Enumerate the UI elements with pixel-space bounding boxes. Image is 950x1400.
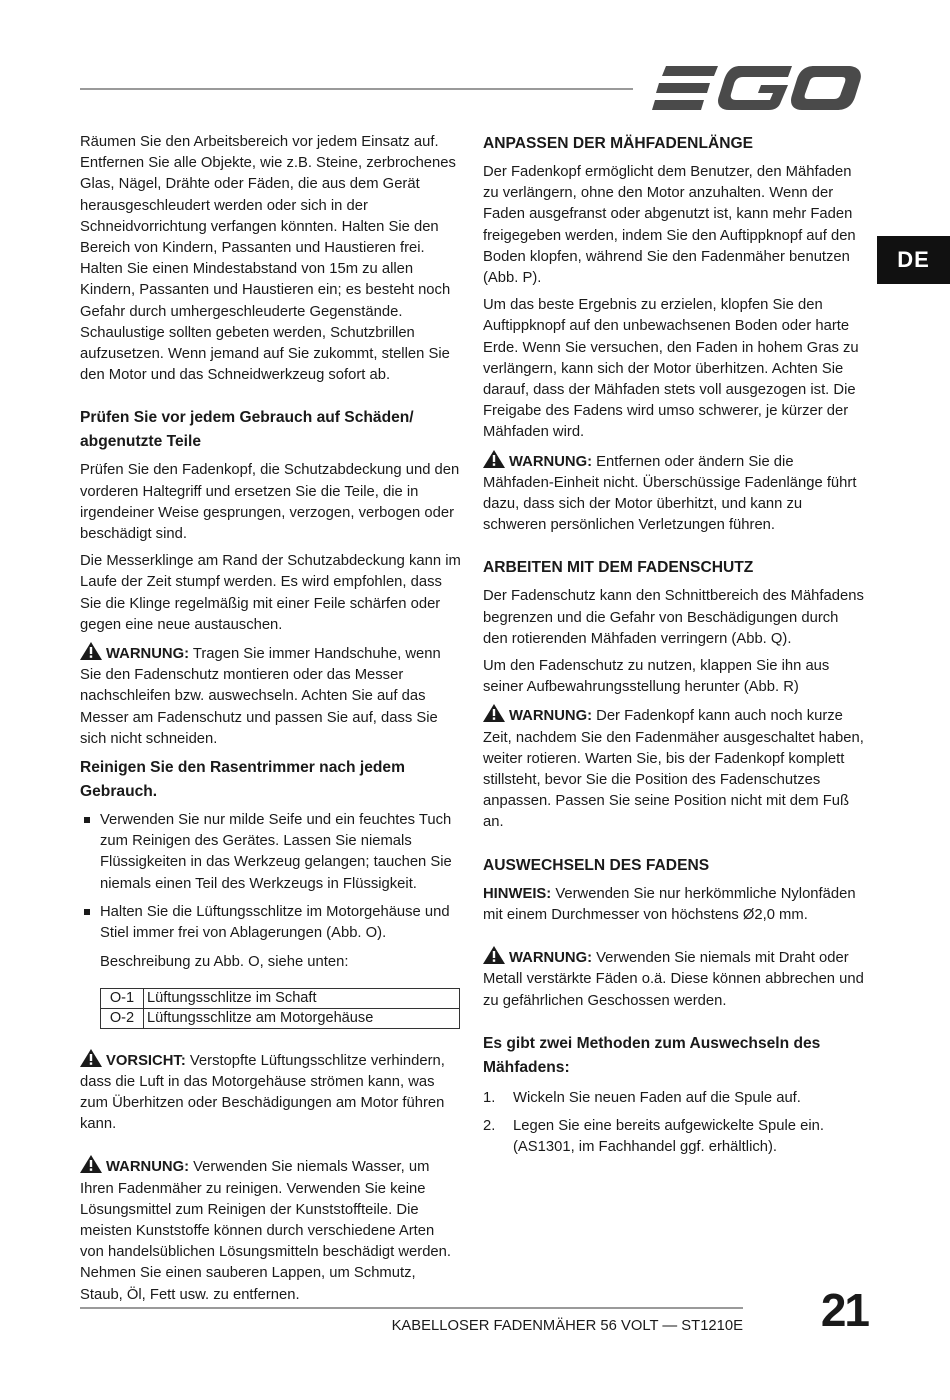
guard-heading: ARBEITEN MIT DEM FADENSCHUTZ [483, 559, 754, 577]
warning-icon [483, 704, 505, 722]
part-code: O-1 [101, 988, 144, 1008]
warning-text: Tragen Sie immer Handschuhe, wenn Sie den Fadenschutz montieren oder das Messer nachschleifen bzw. auswechseln. Achten Sie auf das Messer am Fadenschutz und passen Sie auf, dass Sie sich nicht schneiden. [80, 646, 441, 747]
language-tab[interactable]: DE [877, 236, 950, 284]
warning-label: WARNUNG: [509, 950, 593, 967]
parts-table [100, 988, 460, 1029]
adjust-paragraph-2: Um das beste Ergebnis zu erzielen, klopfen Sie den Auftippknopf auf den unbewachsenen Boden oder harte Erde. Wenn Sie versuchen, den Faden in hohem Gras zu verlängern, kann sich der Motor überhitzen. Achten Sie darauf, dass der Mähfaden stets voll ausgezogen ist. Die Freigabe des Fadens wird umso schwerer, je kürzer der Mähfaden wird. [483, 297, 859, 441]
adjust-heading: ANPASSEN DER MÄHFADENLÄNGE [483, 135, 754, 152]
figure-caption: Beschreibung zu Abb. O, siehe unten: [100, 954, 349, 971]
warning-icon [80, 642, 102, 660]
warning-wire [483, 946, 865, 1012]
ego-logo [652, 64, 862, 112]
page-number: 21 [820, 1284, 868, 1336]
right-column [483, 132, 865, 1165]
warning-text: Entfernen oder ändern Sie die Mähfaden-Einheit nicht. Überschüssige Fadenlänge führt dazu, dass sich der Motor überhitzt, und kann zu schweren persönlichen Verletzungen führen. [483, 453, 857, 534]
guard-paragraph-1: Der Fadenschutz kann den Schnittbereich des Mähfadens begrenzen und die Gefahr von Beschädigungen durch den rotierenden Mähfaden verringern (Abb. Q). [483, 588, 864, 647]
warning-label: WARNUNG: [106, 646, 190, 663]
warning-label: WARNUNG: [509, 708, 593, 725]
caution-vents [80, 1049, 462, 1136]
warning-text: Verwenden Sie niemals mit Draht oder Metall verstärkte Fäden o.ä. Diese können abbrechen und zu gefährlichen Geschossen werden. [483, 950, 864, 1009]
warning-icon [483, 946, 505, 964]
list-item: Halten Sie die Lüftungsschlitze im Motorgehäuse und Stiel immer frei von Ablagerungen (Abb. O). [80, 902, 462, 944]
warning-text: Der Fadenkopf kann auch noch kurze Zeit, nachdem Sie den Fadenmäher ausgeschaltet haben, weiter rotieren. Warten Sie, bis der Fadenkopf komplett stillsteht, bevor Sie die Position des Fadenschutzes anpassen. Passen Sie seine Position nicht mit dem Fuß an. [483, 708, 864, 831]
step-text: Legen Sie eine bereits aufgewickelte Spule ein. (AS1301, im Fachhandel ggf. erhältlich). [513, 1117, 824, 1156]
adjust-paragraph-1: Der Fadenkopf ermöglicht dem Benutzer, den Mähfaden zu verlängern, ohne den Motor anzuhalten. Wenn der Faden ausgefranst oder abgenutzt ist, kann mehr Faden freigegeben werden, indem Sie den Auftippknopf auf den Boden klopfen, während Sie den Fadenmäher benutzen (Abb. P). [483, 164, 856, 287]
check-heading: Prüfen Sie vor jedem Gebrauch auf Schäden/ abgenutzte Teile [80, 409, 414, 451]
warning-label: WARNUNG: [106, 1159, 190, 1176]
cleaning-list [80, 810, 462, 944]
footer-rule [80, 1307, 743, 1309]
warning-line-unit [483, 450, 865, 537]
check-paragraph-2: Die Messerklinge am Rand der Schutzabdeckung kann im Laufe der Zeit stumpf werden. Es wird empfohlen, dass Sie die Klinge regelmäßig mit einer Feile schärfen oder gegen eine neue austauschen. [80, 553, 461, 633]
list-item: Verwenden Sie nur milde Seife und ein feuchtes Tuch zum Reinigen des Gerätes. Lassen Sie niemals Flüssigkeiten in das Werkzeug gelangen; tauchen Sie niemals einen Teil des Werkzeugs in Flüssigkeit. [80, 810, 462, 895]
check-paragraph-1: Prüfen Sie den Fadenkopf, die Schutzabdeckung und den vorderen Haltegriff und ersetzen Sie die Teile, die in irgendeiner Weise gesprungen, verzogen, verbogen oder beschädigt sind. [80, 462, 460, 543]
clean-heading: Reinigen Sie den Rasentrimmer nach jedem Gebrauch. [80, 759, 405, 801]
intro-paragraph: Räumen Sie den Arbeitsbereich vor jedem Einsatz auf. Entfernen Sie alle Objekte, wie z.B. Steine, zerbrochenes Glas, Nägel, Drähte oder Fäden, die aus dem Gerät herausgeschleudert werden oder sich in der Schneidvorrichtung verfangen könnten. Halten Sie den Bereich von Kindern, Passanten und Haustieren frei. Halten Sie einen Mindestabstand von 15m zu allen Kindern, Passanten und Haustieren ein; es besteht noch Gefahr durch umhergeschleuderte Gegenstände. Schaulustige sollten gebeten werden, Schutzbrillen aufzusetzen. Wenn jemand auf Sie zukommt, stellen Sie den Motor und das Schneidwerkzeug sofort ab. [80, 134, 456, 384]
step-number: 1. [483, 1089, 496, 1106]
note-label: HINWEIS: [483, 885, 552, 902]
step-number: 2. [483, 1117, 496, 1134]
left-column [80, 132, 462, 1306]
warning-icon [80, 1049, 102, 1067]
part-code: O-2 [101, 1008, 144, 1028]
footer-title: KABELLOSER FADENMÄHER 56 VOLT — ST1210E [391, 1318, 743, 1334]
warning-label: WARNUNG: [509, 453, 593, 470]
warning-icon [483, 450, 505, 468]
note-text: Verwenden Sie nur herkömmliche Nylonfäden mit einem Durchmesser von höchstens Ø2,0 mm. [483, 885, 856, 923]
note-paragraph [483, 884, 865, 926]
bullet-square-icon [84, 817, 90, 823]
replace-heading: AUSWECHSELN DES FADENS [483, 856, 710, 874]
guard-paragraph-2: Um den Fadenschutz zu nutzen, klappen Sie ihn aus seiner Aufbewahrungsstellung herunter (Abb. R) [483, 658, 830, 696]
caution-text: Verstopfte Lüftungsschlitze verhindern, dass die Luft in das Motorgehäuse strömen kann, was zum Überhitzen oder Beschädigungen am Motor führen kann. [80, 1052, 445, 1133]
step-text: Wickeln Sie neuen Faden auf die Spule auf. [513, 1089, 801, 1106]
warning-head-rotation [483, 704, 865, 833]
part-description: Lüftungsschlitze am Motorgehäuse [144, 1008, 460, 1028]
table-row [101, 988, 460, 1008]
warning-water [80, 1155, 462, 1305]
header-rule [80, 88, 633, 90]
warning-gloves [80, 642, 462, 750]
list-item [483, 1088, 865, 1109]
warning-text: Verwenden Sie niemals Wasser, um Ihren Fadenmäher zu reinigen. Verwenden Sie keine Lösungsmittel zum Reinigen der Kunststoffteile. Die meisten Kunststoffe können durch verschiedene Arten von handelsüblichen Lösungsmitteln beschädigt werden. Nehmen Sie einen sauberen Lappen, um Schmutz, Staub, Öl, Fett usw. zu entfernen. [80, 1159, 451, 1303]
list-item [483, 1116, 865, 1158]
caution-label: VORSICHT: [106, 1052, 186, 1069]
methods-heading: Es gibt zwei Methoden zum Auswechseln des Mähfadens: [483, 1034, 821, 1076]
part-description: Lüftungsschlitze im Schaft [144, 988, 460, 1008]
warning-icon [80, 1155, 102, 1173]
table-row [101, 1008, 460, 1028]
methods-list [483, 1088, 865, 1159]
bullet-square-icon [84, 909, 90, 915]
